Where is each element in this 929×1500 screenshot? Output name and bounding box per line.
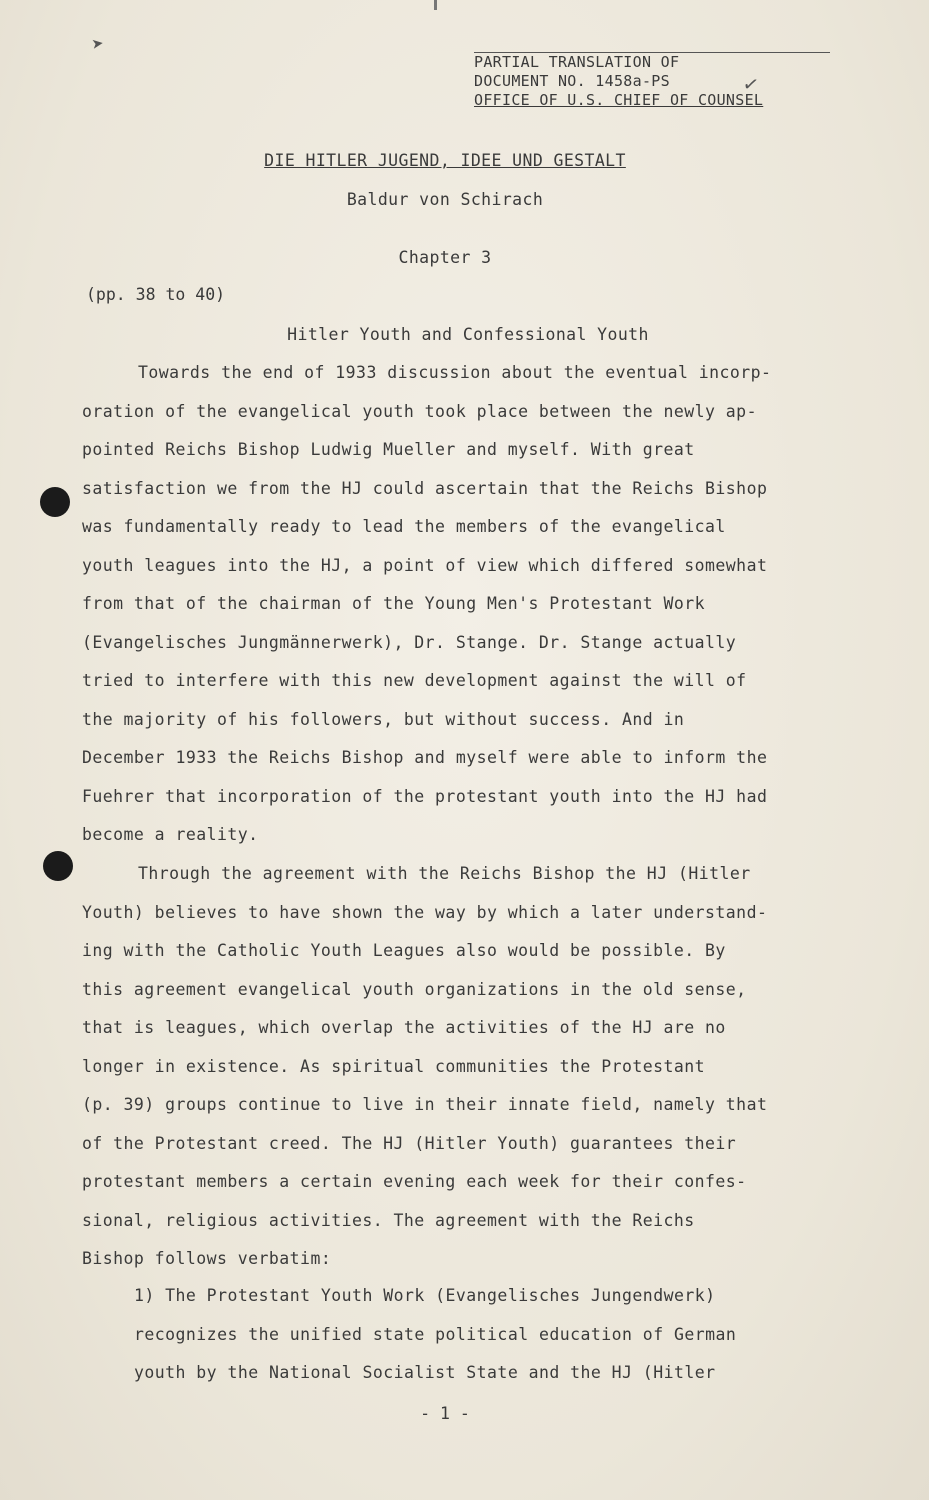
text-line: (p. 39) groups continue to live in their innate field, namely that (82, 1095, 768, 1114)
text-line: youth leagues into the HJ, a point of view which differed somewhat (82, 555, 768, 575)
text-line: youth by the National Socialist State and the HJ (Hitler (134, 1363, 716, 1382)
header-line-3: OFFICE OF U.S. CHIEF OF COUNSEL (474, 91, 764, 109)
header-line-2: DOCUMENT NO. 1458a-PS (474, 72, 670, 90)
chapter-heading: Chapter 3 (398, 248, 492, 267)
text-line: tried to interfere with this new development against the will of (82, 671, 747, 690)
text-line: sional, religious activities. The agreement with the Reichs (82, 1210, 695, 1230)
header-line-1: PARTIAL TRANSLATION OF (474, 53, 680, 71)
text-line: ing with the Catholic Youth Leagues also would be possible. By (82, 941, 726, 960)
text-line: Youth) believes to have shown the way by which a later understand- (82, 902, 768, 922)
text-line: was fundamentally ready to lead the members of the evangelical (82, 517, 726, 536)
paragraph-2 (82, 864, 842, 1288)
text-line: that is leagues, which overlap the activities of the HJ are no (82, 1018, 726, 1037)
punch-hole-icon (40, 487, 70, 517)
document-header (474, 52, 830, 110)
text-line: become a reality. (82, 825, 259, 844)
text-line: Towards the end of 1933 discussion about the eventual incorp- (138, 363, 772, 382)
text-line: protestant members a certain evening each week for their confes- (82, 1172, 747, 1191)
checkmark-icon: ✓ (741, 71, 760, 98)
text-line: the majority of his followers, but without success. And in (82, 709, 685, 729)
text-line: longer in existence. As spiritual communities the Protestant (82, 1056, 706, 1076)
text-line: oration of the evangelical youth took place between the newly ap- (82, 401, 757, 421)
text-line: pointed Reichs Bishop Ludwig Mueller and myself. With great (82, 440, 695, 459)
author: Baldur von Schirach (346, 190, 544, 209)
text-line: 1) The Protestant Youth Work (Evangelisches Jungendwerk) (134, 1286, 716, 1305)
text-line: from that of the chairman of the Young Men's Protestant Work (82, 594, 706, 613)
ink-smudge-icon: ➤ (90, 31, 106, 57)
agreement-text (134, 1286, 736, 1402)
text-line: recognizes the unified state political education of German (134, 1324, 737, 1344)
text-line: December 1933 the Reichs Bishop and myself were able to inform the (82, 748, 768, 767)
section-title: Hitler Youth and Confessional Youth (287, 325, 649, 344)
paragraph-1 (82, 363, 842, 864)
punch-hole-icon (43, 851, 73, 881)
text-line: this agreement evangelical youth organizations in the old sense, (82, 979, 747, 999)
pages-reference: (pp. 38 to 40) (86, 285, 226, 304)
text-line: Through the agreement with the Reichs Bishop the HJ (Hitler (138, 864, 751, 883)
book-title: DIE HITLER JUGEND, IDEE UND GESTALT (264, 151, 626, 170)
text-line: Fuehrer that incorporation of the protestant youth into the HJ had (82, 786, 768, 806)
page-number: - 1 - (420, 1404, 470, 1423)
top-mark (434, 0, 437, 10)
text-line: (Evangelisches Jungmännerwerk), Dr. Stange. Dr. Stange actually (82, 632, 737, 652)
text-line: Bishop follows verbatim: (82, 1249, 332, 1268)
text-line: of the Protestant creed. The HJ (Hitler Youth) guarantees their (82, 1133, 737, 1153)
text-line: satisfaction we from the HJ could ascertain that the Reichs Bishop (82, 478, 768, 498)
